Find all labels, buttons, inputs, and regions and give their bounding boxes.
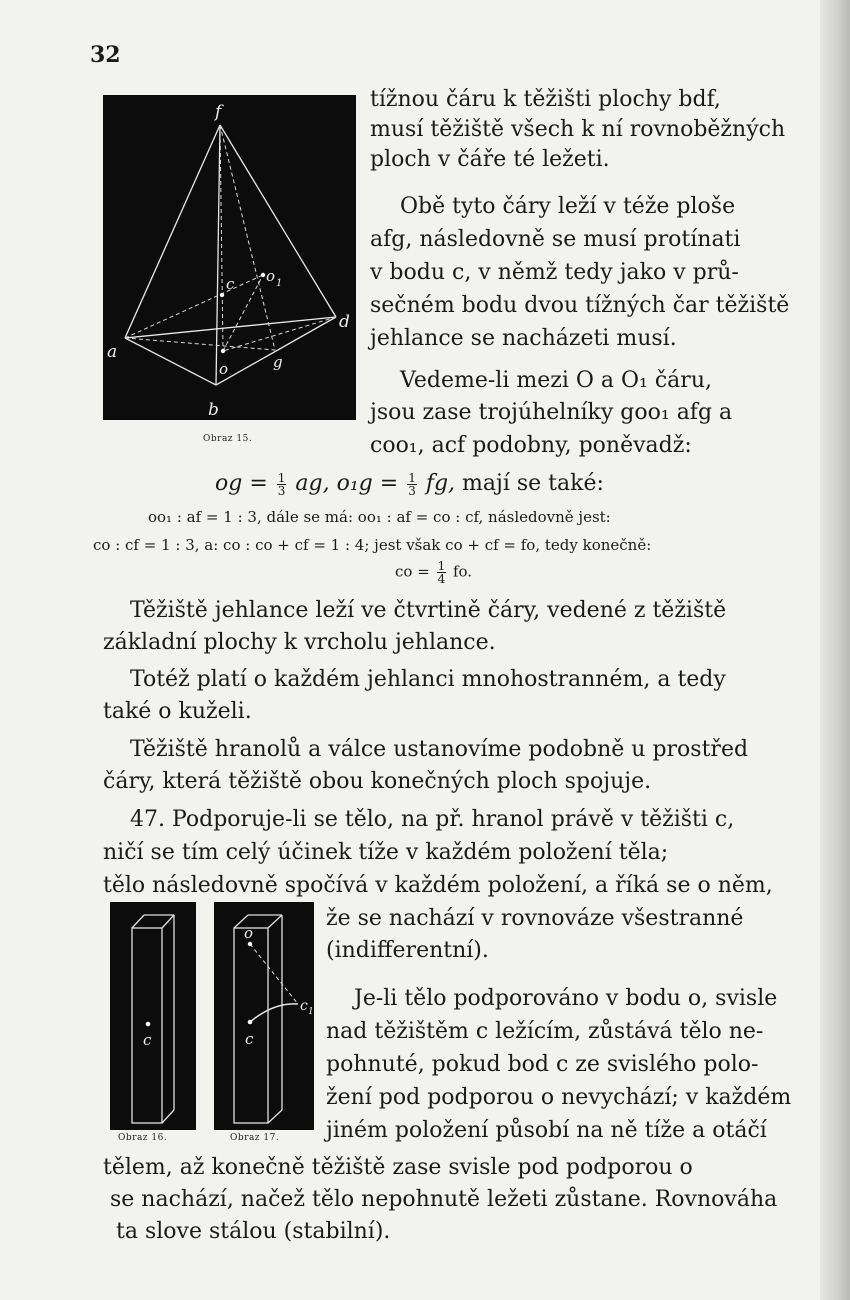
text-line: sečném bodu dvou tížných čar těžiště bbox=[370, 293, 790, 318]
label-c1-sub: 1 bbox=[308, 1007, 314, 1017]
paragraph-line: pohnuté, pokud bod c ze svislého polo- bbox=[326, 1052, 759, 1077]
label-f: f bbox=[215, 102, 222, 122]
paragraph-line: se nachází, načež tělo nepohnutě ležeti zůstane. Rovnováha bbox=[110, 1187, 778, 1212]
paragraph-line: Těžiště hranolů a válce ustanovíme podobně u prostřed bbox=[130, 737, 749, 762]
paragraph-line: Totéž platí o každém jehlanci mnohostranném, a tedy bbox=[130, 667, 726, 692]
label-o: o bbox=[244, 924, 254, 942]
text-line: coo₁, acf podobny, poněvadž: bbox=[370, 433, 692, 458]
equation-line-1 bbox=[215, 470, 604, 498]
equation-line-2: oo₁ : af = 1 : 3, dále se má: oo₁ : af = co : cf, následovně jest: bbox=[148, 508, 611, 526]
figure-17-caption: Obraz 17. bbox=[230, 1133, 280, 1143]
label-c: c bbox=[245, 1030, 254, 1048]
equation-part: co = bbox=[395, 562, 430, 581]
text-line: jsou zase trojúhelníky goo₁ afg a bbox=[370, 400, 733, 425]
paragraph-line: (indifferentní). bbox=[326, 938, 489, 963]
page-edge-shadow bbox=[820, 0, 850, 1300]
equation-line-3: co : cf = 1 : 3, a: co : co + cf = 1 : 4; jest však co + cf = fo, tedy konečně: bbox=[93, 536, 652, 554]
equation-part: o₁g = bbox=[336, 471, 399, 496]
text-line: jehlance se nacházeti musí. bbox=[370, 326, 677, 351]
text-line: afg, následovně se musí protínati bbox=[370, 227, 741, 252]
figure-prism bbox=[110, 902, 196, 1130]
paragraph-line: základní plochy k vrcholu jehlance. bbox=[103, 630, 496, 655]
paragraph-line: tělo následovně spočívá v každém položení, a říká se o něm, bbox=[103, 873, 773, 898]
paragraph-line: Je-li tělo podporováno v bodu o, svisle bbox=[354, 986, 778, 1011]
pyramid-drawing bbox=[103, 95, 356, 420]
figure-15-caption: Obraz 15. bbox=[203, 434, 253, 444]
text-line: ploch v čáře té ležeti. bbox=[370, 147, 610, 172]
fraction: $\frac{1}{3}$ bbox=[408, 470, 416, 498]
paragraph-line: nad těžištěm c ležícím, zůstává tělo ne- bbox=[326, 1019, 764, 1044]
fraction: $\frac{1}{3}$ bbox=[277, 470, 286, 498]
paragraph-line: 47. Podporuje-li se tělo, na př. hranol právě v těžišti c, bbox=[130, 807, 735, 832]
figure-suspended-prism bbox=[214, 902, 314, 1130]
paragraph-line: že se nachází v rovnováze všestranné bbox=[326, 906, 744, 931]
label-a: a bbox=[107, 342, 118, 362]
paragraph-line: také o kuželi. bbox=[103, 699, 252, 724]
equation-line-4 bbox=[395, 560, 472, 585]
label-c: c bbox=[143, 1031, 152, 1049]
figure-pyramid bbox=[103, 95, 356, 420]
paragraph-line: žení pod podporou o nevychází; v každém bbox=[326, 1085, 792, 1110]
text-line: Vedeme-li mezi O a O₁ čáru, bbox=[400, 368, 712, 393]
text-line: v bodu c, v němž tedy jako v prů- bbox=[370, 260, 739, 285]
equation-part: fg, bbox=[425, 471, 456, 496]
page-number: 32 bbox=[90, 42, 121, 68]
suspended-prism-drawing bbox=[214, 902, 314, 1130]
paragraph-line: čáry, která těžiště obou konečných ploch spojuje. bbox=[103, 769, 652, 794]
paragraph-line: jiném položení působí na ně tíže a otáčí bbox=[326, 1118, 767, 1143]
paragraph-line: tělem, až konečně těžiště zase svisle pod podporou o bbox=[103, 1155, 693, 1180]
label-o1-sub: 1 bbox=[276, 278, 283, 289]
label-d: d bbox=[339, 312, 350, 332]
label-c1: c bbox=[300, 998, 308, 1014]
prism-drawing bbox=[110, 902, 196, 1130]
paragraph-line: ta slove stálou (stabilní). bbox=[116, 1219, 391, 1244]
text-line: Obě tyto čáry leží v téže ploše bbox=[400, 194, 736, 219]
label-o: o bbox=[219, 360, 229, 378]
text-line: tížnou čáru k těžišti plochy bdf, bbox=[370, 87, 721, 112]
figure-16-caption: Obraz 16. bbox=[118, 1133, 168, 1143]
label-c: c bbox=[226, 275, 235, 293]
label-b: b bbox=[208, 400, 219, 420]
equation-part: ag, bbox=[295, 471, 330, 496]
equation-part: og = bbox=[215, 471, 268, 496]
equation-part: fo. bbox=[452, 562, 473, 581]
label-o1: o bbox=[266, 267, 276, 285]
paragraph-line: ničí se tím celý účinek tíže v každém položení těla; bbox=[103, 840, 669, 865]
label-g: g bbox=[273, 353, 283, 371]
paragraph-line: Těžiště jehlance leží ve čtvrtině čáry, vedené z těžiště bbox=[130, 598, 727, 623]
text-line: musí těžiště všech k ní rovnoběžných bbox=[370, 117, 786, 142]
equation-part: mají se také: bbox=[462, 471, 604, 496]
fraction: $\frac{1}{4}$ bbox=[437, 559, 446, 586]
